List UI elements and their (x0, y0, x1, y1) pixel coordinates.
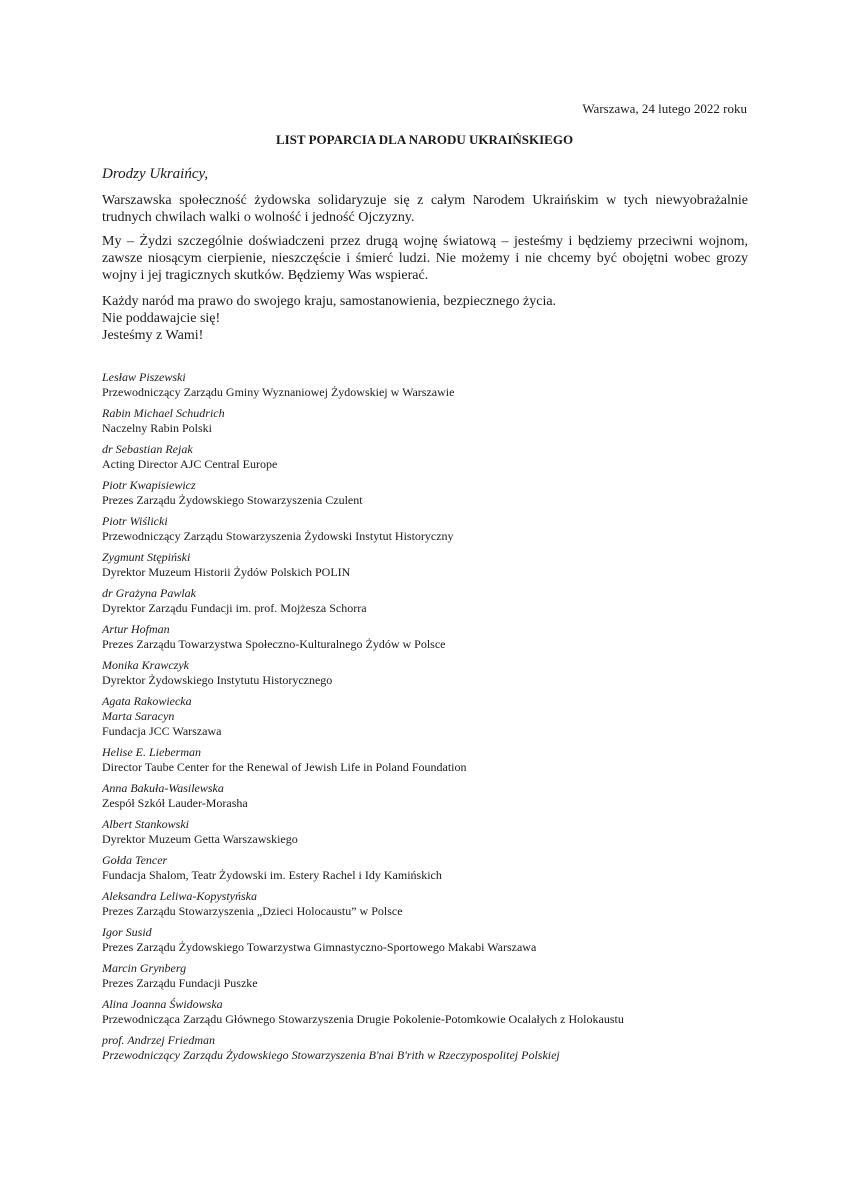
signatory (102, 370, 748, 400)
signatory (102, 658, 748, 688)
closing-line: Każdy naród ma prawo do swojego kraju, samostanowienia, bezpiecznego życia. (102, 294, 557, 309)
closing-block (102, 293, 748, 344)
paragraph: My – Żydzi szczególnie doświadczeni przez drugą wojnę światową – jesteśmy i będziemy przeciwni wojnom, zawsze niosącym cierpienie, nieszczęście i śmierć ludzi. Nie możemy i nie chcemy być obojętni wobec grozy wojny i jej tragicznych skutków. Będziemy Was wspierać. (102, 234, 748, 283)
signatory-name: Piotr Wiślicki (102, 514, 168, 528)
signatory-role: Dyrektor Żydowskiego Instytutu Historycznego (102, 673, 333, 687)
closing-line: Jesteśmy z Wami! (102, 328, 204, 343)
signatory-role: Dyrektor Zarządu Fundacji im. prof. Mojżesza Schorra (102, 601, 367, 615)
signatory-role: Fundacja Shalom, Teatr Żydowski im. Estery Rachel i Idy Kamińskich (102, 868, 442, 882)
signatory-role: Prezes Zarządu Żydowskiego Stowarzyszenia Czulent (102, 493, 363, 507)
signatory-role: Naczelny Rabin Polski (102, 421, 212, 435)
signatory (102, 442, 748, 472)
letter-title: LIST POPARCIA DLA NARODU UKRAIŃSKIEGO (275, 132, 574, 147)
signatory-role: Fundacja JCC Warszawa (102, 724, 222, 738)
letter-body (102, 164, 748, 1069)
signatory (102, 1033, 748, 1063)
signatory (102, 925, 748, 955)
signatory-name: Alina Joanna Świdowska (102, 997, 223, 1011)
signatory-name: Piotr Kwapisiewicz (102, 478, 196, 492)
signatory (102, 622, 748, 652)
signatory-name: Albert Stankowski (102, 817, 189, 831)
signatory-name: Marcin Grynberg (102, 961, 187, 975)
signatory-role: Prezes Zarządu Fundacji Puszke (102, 976, 258, 990)
signatory-role: Dyrektor Muzeum Getta Warszawskiego (102, 832, 298, 846)
signatory-name: dr Sebastian Rejak (102, 442, 193, 456)
signatory-name: Igor Susid (102, 925, 152, 939)
signatory (102, 586, 748, 616)
signatory (102, 550, 748, 580)
signatory (102, 781, 748, 811)
closing-line: Nie poddawajcie się! (102, 311, 221, 326)
signatory-name: Helise E. Lieberman (102, 745, 201, 759)
signatory (102, 478, 748, 508)
signatory-role: Przewodnicząca Zarządu Głównego Stowarzyszenia Drugie Pokolenie-Potomkowie Ocalałych z Holokaustu (102, 1012, 624, 1026)
signatory-role: Przewodniczący Zarządu Gminy Wyznaniowej Żydowskiej w Warszawie (102, 385, 455, 399)
signatory-role: Prezes Zarządu Żydowskiego Towarzystwa Gimnastyczno-Sportowego Makabi Warszawa (102, 940, 537, 954)
signatory (102, 997, 748, 1027)
paragraph: Warszawska społeczność żydowska solidaryzuje się z całym Narodem Ukraińskim w tych niewyobrażalnie trudnych chwilach walki o wolność i jedność Ojczyzny. (102, 193, 748, 225)
signatory (102, 889, 748, 919)
signatory-name: Rabin Michael Schudrich (102, 406, 225, 420)
signatory-role: Przewodniczący Zarządu Stowarzyszenia Żydowski Instytut Historyczny (102, 529, 454, 543)
signatory (102, 514, 748, 544)
signatory-name: Gołda Tencer (102, 853, 168, 867)
signatory (102, 745, 748, 775)
signatory (102, 961, 748, 991)
signatory-name: Agata Rakowiecka (102, 694, 192, 708)
greeting: Drodzy Ukraińcy, (102, 166, 209, 182)
signatory-role: Acting Director AJC Central Europe (102, 457, 278, 471)
signatory-name: Marta Saracyn (102, 709, 175, 723)
signatories-list (102, 370, 748, 1063)
signatory (102, 853, 748, 883)
signatory-name: dr Grażyna Pawlak (102, 586, 196, 600)
signatory-role: Director Taube Center for the Renewal of Jewish Life in Poland Foundation (102, 760, 467, 774)
signatory-role: Prezes Zarządu Towarzystwa Społeczno-Kulturalnego Żydów w Polsce (102, 637, 446, 651)
date-line: Warszawa, 24 lutego 2022 roku (582, 101, 747, 116)
signatory-name: prof. Andrzej Friedman (102, 1033, 215, 1047)
signatory (102, 406, 748, 436)
signatory-name: Zygmunt Stępiński (102, 550, 191, 564)
signatory-role: Dyrektor Muzeum Historii Żydów Polskich POLIN (102, 565, 351, 579)
signatory-name: Artur Hofman (102, 622, 170, 636)
signatory (102, 694, 748, 739)
signatory-name: Aleksandra Leliwa-Kopystyńska (102, 889, 257, 903)
signatory-name: Lesław Piszewski (102, 370, 186, 384)
signatory-name: Monika Krawczyk (102, 658, 189, 672)
signatory (102, 817, 748, 847)
signatory-name: Anna Bakuła-Wasilewska (102, 781, 224, 795)
signatory-role: Zespół Szkół Lauder-Morasha (102, 796, 248, 810)
signatory-role: Przewodniczący Zarządu Żydowskiego Stowarzyszenia B'nai B'rith w Rzeczypospolitej Polskiej (102, 1048, 560, 1062)
signatory-role: Prezes Zarządu Stowarzyszenia „Dzieci Holocaustu” w Polsce (102, 904, 403, 918)
